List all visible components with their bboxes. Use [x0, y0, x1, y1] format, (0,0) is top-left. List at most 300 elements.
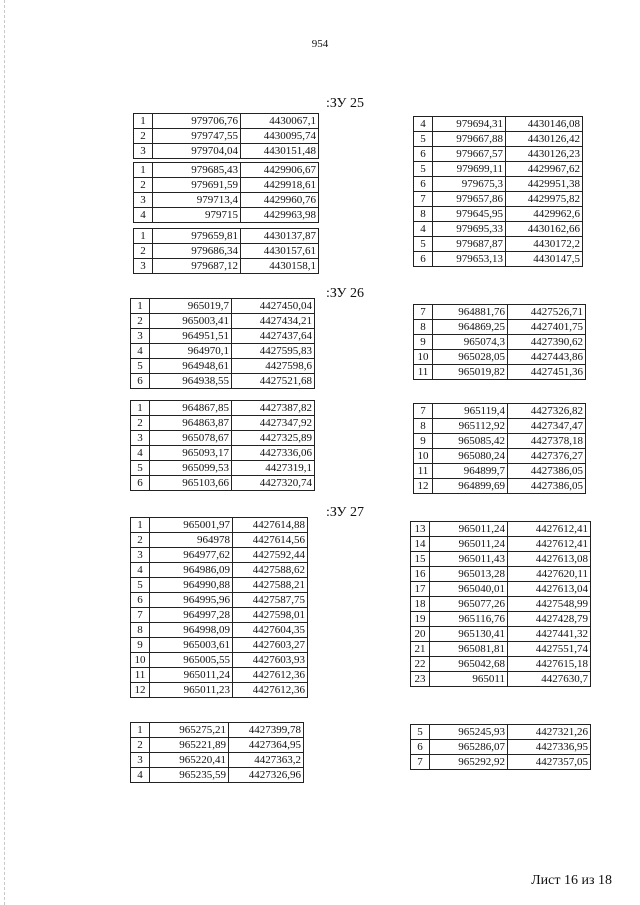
coord-row — [131, 374, 315, 389]
y-coordinate: 4427595,83 — [232, 344, 315, 359]
section-title-zu-25: :ЗУ 25 — [326, 96, 364, 111]
sheet-label: Лист 16 из 18 — [531, 873, 612, 888]
x-coordinate: 965077,26 — [430, 597, 508, 612]
coord-row — [134, 259, 319, 274]
point-number: 10 — [414, 350, 433, 365]
point-number: 3 — [134, 144, 153, 159]
page-number: 954 — [311, 38, 329, 50]
coord-row — [411, 582, 591, 597]
coord-row — [134, 129, 319, 144]
point-number: 11 — [131, 668, 150, 683]
y-coordinate: 4429906,67 — [241, 163, 319, 178]
point-number: 1 — [131, 518, 150, 533]
point-number: 8 — [131, 623, 150, 638]
point-number: 5 — [414, 237, 433, 252]
x-coordinate: 965245,93 — [430, 725, 508, 740]
x-coordinate: 965011,24 — [430, 522, 508, 537]
y-coordinate: 4427320,74 — [232, 476, 315, 491]
y-coordinate: 4427612,36 — [233, 683, 308, 698]
x-coordinate: 979686,34 — [153, 244, 241, 259]
y-coordinate: 4427336,95 — [508, 740, 591, 755]
coord-row — [411, 537, 591, 552]
coord-row — [411, 740, 591, 755]
coord-row — [411, 627, 591, 642]
coord-row — [131, 753, 304, 768]
coord-row — [134, 208, 319, 223]
x-coordinate: 979747,55 — [153, 129, 241, 144]
x-coordinate: 965011 — [430, 672, 508, 687]
point-number: 19 — [411, 612, 430, 627]
y-coordinate: 4427434,21 — [232, 314, 315, 329]
y-coordinate: 4427588,21 — [233, 578, 308, 593]
point-number: 6 — [414, 252, 433, 267]
y-coordinate: 4430146,08 — [506, 117, 583, 132]
coord-row — [134, 178, 319, 193]
point-number: 1 — [134, 163, 153, 178]
y-coordinate: 4430126,42 — [506, 132, 583, 147]
y-coordinate: 4429967,62 — [506, 162, 583, 177]
y-coordinate: 4427386,05 — [508, 479, 586, 494]
coord-row — [131, 683, 308, 698]
x-coordinate: 979653,13 — [433, 252, 506, 267]
x-coordinate: 979685,43 — [153, 163, 241, 178]
coord-row — [414, 237, 583, 252]
point-number: 6 — [131, 476, 150, 491]
y-coordinate: 4427450,04 — [232, 299, 315, 314]
point-number: 11 — [414, 365, 433, 380]
point-number: 21 — [411, 642, 430, 657]
x-coordinate: 965040,01 — [430, 582, 508, 597]
x-coordinate: 965275,21 — [150, 723, 229, 738]
coord-table-zu27-left-2 — [130, 722, 304, 783]
coord-row — [411, 725, 591, 740]
coord-row — [414, 192, 583, 207]
y-coordinate: 4429951,38 — [506, 177, 583, 192]
y-coordinate: 4427612,41 — [508, 522, 591, 537]
y-coordinate: 4427363,2 — [229, 753, 304, 768]
y-coordinate: 4427604,35 — [233, 623, 308, 638]
coord-row — [414, 464, 586, 479]
x-coordinate: 964899,69 — [433, 479, 508, 494]
coord-row — [414, 350, 586, 365]
y-coordinate: 4430162,66 — [506, 222, 583, 237]
point-number: 4 — [414, 117, 433, 132]
x-coordinate: 965286,07 — [430, 740, 508, 755]
point-number: 3 — [134, 193, 153, 208]
point-number: 15 — [411, 552, 430, 567]
point-number: 7 — [414, 192, 433, 207]
x-coordinate: 979699,11 — [433, 162, 506, 177]
coord-row — [414, 305, 586, 320]
x-coordinate: 979659,81 — [153, 229, 241, 244]
coord-row — [134, 244, 319, 259]
x-coordinate: 965078,67 — [150, 431, 232, 446]
x-coordinate: 979675,3 — [433, 177, 506, 192]
coord-row — [131, 533, 308, 548]
point-number: 23 — [411, 672, 430, 687]
point-number: 5 — [414, 162, 433, 177]
x-coordinate: 965292,92 — [430, 755, 508, 770]
x-coordinate: 964995,96 — [150, 593, 233, 608]
y-coordinate: 4427451,36 — [508, 365, 586, 380]
point-number: 4 — [414, 222, 433, 237]
y-coordinate: 4427603,93 — [233, 653, 308, 668]
point-number: 3 — [131, 431, 150, 446]
y-coordinate: 4427326,82 — [508, 404, 586, 419]
coord-row — [414, 252, 583, 267]
coord-row — [411, 642, 591, 657]
y-coordinate: 4427326,96 — [229, 768, 304, 783]
coord-row — [131, 738, 304, 753]
x-coordinate: 965011,23 — [150, 683, 233, 698]
point-number: 9 — [414, 335, 433, 350]
coord-row — [131, 768, 304, 783]
coord-row — [414, 419, 586, 434]
point-number: 2 — [131, 416, 150, 431]
point-number: 5 — [131, 578, 150, 593]
x-coordinate: 964951,51 — [150, 329, 232, 344]
point-number: 8 — [414, 207, 433, 222]
coord-row — [414, 335, 586, 350]
point-number: 2 — [131, 314, 150, 329]
x-coordinate: 965116,76 — [430, 612, 508, 627]
point-number: 2 — [134, 178, 153, 193]
x-coordinate: 979704,04 — [153, 144, 241, 159]
x-coordinate: 965013,28 — [430, 567, 508, 582]
section-title-zu-26: :ЗУ 26 — [326, 286, 364, 301]
point-number: 6 — [411, 740, 430, 755]
x-coordinate: 965220,41 — [150, 753, 229, 768]
y-coordinate: 4427376,27 — [508, 449, 586, 464]
x-coordinate: 979667,57 — [433, 147, 506, 162]
coord-row — [411, 552, 591, 567]
y-coordinate: 4429962,6 — [506, 207, 583, 222]
point-number: 1 — [131, 723, 150, 738]
coord-row — [131, 548, 308, 563]
coord-table-zu25-left-1 — [133, 113, 319, 159]
point-number: 6 — [131, 593, 150, 608]
coord-row — [414, 117, 583, 132]
x-coordinate: 964977,62 — [150, 548, 233, 563]
point-number: 17 — [411, 582, 430, 597]
x-coordinate: 965011,24 — [150, 668, 233, 683]
x-coordinate: 964990,88 — [150, 578, 233, 593]
coord-row — [414, 449, 586, 464]
point-number: 4 — [134, 208, 153, 223]
point-number: 5 — [131, 461, 150, 476]
point-number: 7 — [411, 755, 430, 770]
coord-row — [411, 522, 591, 537]
x-coordinate: 979667,88 — [433, 132, 506, 147]
coord-row — [414, 222, 583, 237]
coord-row — [131, 329, 315, 344]
x-coordinate: 965099,53 — [150, 461, 232, 476]
x-coordinate: 965119,4 — [433, 404, 508, 419]
point-number: 2 — [131, 738, 150, 753]
x-coordinate: 964899,7 — [433, 464, 508, 479]
coord-row — [131, 461, 315, 476]
point-number: 5 — [411, 725, 430, 740]
scan-margin-line — [4, 0, 5, 905]
point-number: 1 — [131, 401, 150, 416]
point-number: 3 — [131, 329, 150, 344]
y-coordinate: 4429963,98 — [241, 208, 319, 223]
point-number: 1 — [131, 299, 150, 314]
point-number: 7 — [414, 305, 433, 320]
point-number: 9 — [131, 638, 150, 653]
y-coordinate: 4427548,99 — [508, 597, 591, 612]
point-number: 4 — [131, 446, 150, 461]
coord-row — [131, 608, 308, 623]
x-coordinate: 965011,24 — [430, 537, 508, 552]
coord-row — [411, 672, 591, 687]
x-coordinate: 965003,41 — [150, 314, 232, 329]
point-number: 20 — [411, 627, 430, 642]
coord-row — [131, 518, 308, 533]
point-number: 18 — [411, 597, 430, 612]
x-coordinate: 965003,61 — [150, 638, 233, 653]
y-coordinate: 4430151,48 — [241, 144, 319, 159]
x-coordinate: 965093,17 — [150, 446, 232, 461]
coord-table-zu25-left-3 — [133, 228, 319, 274]
point-number: 5 — [414, 132, 433, 147]
x-coordinate: 965081,81 — [430, 642, 508, 657]
point-number: 6 — [131, 374, 150, 389]
coord-row — [131, 638, 308, 653]
coord-row — [134, 193, 319, 208]
coord-row — [131, 578, 308, 593]
y-coordinate: 4427336,06 — [232, 446, 315, 461]
coord-row — [414, 404, 586, 419]
coord-table-zu27-right-1 — [410, 521, 591, 687]
point-number: 1 — [134, 229, 153, 244]
y-coordinate: 4427613,08 — [508, 552, 591, 567]
x-coordinate: 964869,25 — [433, 320, 508, 335]
y-coordinate: 4427613,04 — [508, 582, 591, 597]
coord-row — [134, 144, 319, 159]
coord-table-zu26-right-1 — [413, 304, 586, 380]
y-coordinate: 4430172,2 — [506, 237, 583, 252]
y-coordinate: 4427428,79 — [508, 612, 591, 627]
y-coordinate: 4427325,89 — [232, 431, 315, 446]
x-coordinate: 965080,24 — [433, 449, 508, 464]
x-coordinate: 979657,86 — [433, 192, 506, 207]
point-number: 6 — [414, 147, 433, 162]
y-coordinate: 4427387,82 — [232, 401, 315, 416]
y-coordinate: 4427443,86 — [508, 350, 586, 365]
coord-row — [414, 177, 583, 192]
point-number: 10 — [414, 449, 433, 464]
y-coordinate: 4427612,41 — [508, 537, 591, 552]
coord-row — [131, 314, 315, 329]
coord-row — [131, 416, 315, 431]
point-number: 8 — [414, 419, 433, 434]
x-coordinate: 965028,05 — [433, 350, 508, 365]
point-number: 14 — [411, 537, 430, 552]
point-number: 4 — [131, 344, 150, 359]
x-coordinate: 965103,66 — [150, 476, 232, 491]
point-number: 3 — [131, 753, 150, 768]
y-coordinate: 4427526,71 — [508, 305, 586, 320]
y-coordinate: 4427390,62 — [508, 335, 586, 350]
coord-row — [131, 653, 308, 668]
x-coordinate: 979695,33 — [433, 222, 506, 237]
x-coordinate: 965221,89 — [150, 738, 229, 753]
coord-row — [414, 365, 586, 380]
y-coordinate: 4427347,92 — [232, 416, 315, 431]
point-number: 2 — [134, 129, 153, 144]
y-coordinate: 4427364,95 — [229, 738, 304, 753]
x-coordinate: 965074,3 — [433, 335, 508, 350]
x-coordinate: 965019,7 — [150, 299, 232, 314]
x-coordinate: 965001,97 — [150, 518, 233, 533]
point-number: 12 — [131, 683, 150, 698]
x-coordinate: 964997,28 — [150, 608, 233, 623]
y-coordinate: 4427620,11 — [508, 567, 591, 582]
y-coordinate: 4427399,78 — [229, 723, 304, 738]
y-coordinate: 4427386,05 — [508, 464, 586, 479]
x-coordinate: 979687,12 — [153, 259, 241, 274]
coord-row — [131, 446, 315, 461]
point-number: 7 — [414, 404, 433, 419]
point-number: 10 — [131, 653, 150, 668]
x-coordinate: 965005,55 — [150, 653, 233, 668]
x-coordinate: 979691,59 — [153, 178, 241, 193]
coord-row — [411, 597, 591, 612]
coord-row — [131, 476, 315, 491]
x-coordinate: 964978 — [150, 533, 233, 548]
coord-row — [414, 434, 586, 449]
y-coordinate: 4427598,01 — [233, 608, 308, 623]
coord-row — [411, 755, 591, 770]
coord-row — [411, 657, 591, 672]
x-coordinate: 965011,43 — [430, 552, 508, 567]
y-coordinate: 4427357,05 — [508, 755, 591, 770]
coord-row — [134, 114, 319, 129]
coord-row — [411, 567, 591, 582]
y-coordinate: 4429960,76 — [241, 193, 319, 208]
x-coordinate: 964938,55 — [150, 374, 232, 389]
section-title-zu-27: :ЗУ 27 — [326, 505, 364, 520]
point-number: 4 — [131, 768, 150, 783]
coord-table-zu26-left-1 — [130, 298, 315, 389]
x-coordinate: 965085,42 — [433, 434, 508, 449]
y-coordinate: 4430067,1 — [241, 114, 319, 129]
x-coordinate: 965019,82 — [433, 365, 508, 380]
point-number: 6 — [414, 177, 433, 192]
y-coordinate: 4430126,23 — [506, 147, 583, 162]
y-coordinate: 4427437,64 — [232, 329, 315, 344]
coord-row — [134, 229, 319, 244]
coord-table-zu26-left-2 — [130, 400, 315, 491]
x-coordinate: 965042,68 — [430, 657, 508, 672]
coord-row — [131, 431, 315, 446]
x-coordinate: 964863,87 — [150, 416, 232, 431]
coord-row — [414, 147, 583, 162]
point-number: 5 — [131, 359, 150, 374]
coord-row — [414, 132, 583, 147]
x-coordinate: 979715 — [153, 208, 241, 223]
y-coordinate: 4427347,47 — [508, 419, 586, 434]
point-number: 3 — [134, 259, 153, 274]
point-number: 12 — [414, 479, 433, 494]
y-coordinate: 4427441,32 — [508, 627, 591, 642]
coord-row — [131, 299, 315, 314]
coord-table-zu25-left-2 — [133, 162, 319, 223]
x-coordinate: 965130,41 — [430, 627, 508, 642]
coord-row — [131, 563, 308, 578]
point-number: 22 — [411, 657, 430, 672]
coord-row — [414, 320, 586, 335]
y-coordinate: 4427521,68 — [232, 374, 315, 389]
point-number: 13 — [411, 522, 430, 537]
y-coordinate: 4429975,82 — [506, 192, 583, 207]
y-coordinate: 4427603,27 — [233, 638, 308, 653]
y-coordinate: 4430095,74 — [241, 129, 319, 144]
coord-row — [131, 723, 304, 738]
coord-table-zu27-left-1 — [130, 517, 308, 698]
point-number: 4 — [131, 563, 150, 578]
point-number: 2 — [134, 244, 153, 259]
x-coordinate: 964948,61 — [150, 359, 232, 374]
y-coordinate: 4427588,62 — [233, 563, 308, 578]
y-coordinate: 4427587,75 — [233, 593, 308, 608]
x-coordinate: 965112,92 — [433, 419, 508, 434]
x-coordinate: 964986,09 — [150, 563, 233, 578]
coord-row — [411, 612, 591, 627]
coord-row — [131, 344, 315, 359]
y-coordinate: 4427630,7 — [508, 672, 591, 687]
y-coordinate: 4427615,18 — [508, 657, 591, 672]
y-coordinate: 4427612,36 — [233, 668, 308, 683]
y-coordinate: 4427614,56 — [233, 533, 308, 548]
y-coordinate: 4427321,26 — [508, 725, 591, 740]
y-coordinate: 4429918,61 — [241, 178, 319, 193]
coord-table-zu26-right-2 — [413, 403, 586, 494]
x-coordinate: 979706,76 — [153, 114, 241, 129]
y-coordinate: 4430158,1 — [241, 259, 319, 274]
x-coordinate: 979694,31 — [433, 117, 506, 132]
x-coordinate: 964970,1 — [150, 344, 232, 359]
coord-row — [131, 623, 308, 638]
x-coordinate: 979645,95 — [433, 207, 506, 222]
coord-row — [134, 163, 319, 178]
x-coordinate: 965235,59 — [150, 768, 229, 783]
y-coordinate: 4427378,18 — [508, 434, 586, 449]
point-number: 2 — [131, 533, 150, 548]
y-coordinate: 4430147,5 — [506, 252, 583, 267]
coord-row — [414, 207, 583, 222]
point-number: 11 — [414, 464, 433, 479]
y-coordinate: 4430137,87 — [241, 229, 319, 244]
coord-table-zu25-right-1 — [413, 116, 583, 267]
coord-table-zu27-right-2 — [410, 724, 591, 770]
y-coordinate: 4427598,6 — [232, 359, 315, 374]
x-coordinate: 964867,85 — [150, 401, 232, 416]
coord-row — [414, 162, 583, 177]
coord-row — [131, 401, 315, 416]
x-coordinate: 964881,76 — [433, 305, 508, 320]
coord-row — [414, 479, 586, 494]
point-number: 1 — [134, 114, 153, 129]
y-coordinate: 4427551,74 — [508, 642, 591, 657]
x-coordinate: 964998,09 — [150, 623, 233, 638]
x-coordinate: 979713,4 — [153, 193, 241, 208]
point-number: 9 — [414, 434, 433, 449]
point-number: 8 — [414, 320, 433, 335]
y-coordinate: 4427614,88 — [233, 518, 308, 533]
coord-row — [131, 359, 315, 374]
